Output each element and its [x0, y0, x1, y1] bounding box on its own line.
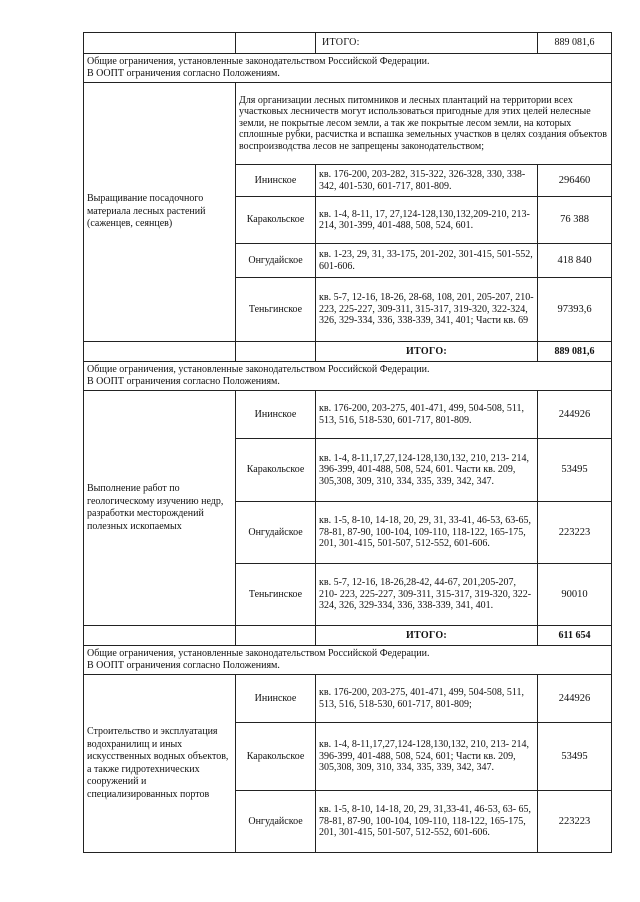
quarters-list: кв. 1-5, 8-10, 14-18, 20, 29, 31, 33-41, 46-53, 63-65, 78-81, 87-90, 100-104, 109-110, 118-122, 165-175, 201, 301-415, 501-507, 512-552, 601-606.	[316, 502, 538, 564]
quarters-list: кв. 1-23, 29, 31, 33-175, 201-202, 301-415, 501-552, 601-606.	[316, 244, 538, 278]
empty-cell	[84, 342, 236, 362]
forestry-name: Ининское	[236, 391, 316, 439]
forestry-name: Каракольское	[236, 197, 316, 244]
total-label: ИТОГО:	[316, 33, 538, 54]
total-row	[84, 626, 612, 646]
area-value: 296460	[538, 165, 612, 197]
general-restriction-text: Общие ограничения, установленные законодательством Российской Федерации.	[87, 364, 430, 375]
total-value: 889 081,6	[538, 342, 612, 362]
area-value: 53495	[538, 723, 612, 791]
quarters-list: кв. 5-7, 12-16, 18-26, 28-68, 108, 201, 205-207, 210-223, 225-227, 309-311, 315-317, 319-320, 322-324, 326, 329-334, 336, 338-339, 341, 401; Части кв. 69	[316, 278, 538, 342]
area-value: 418 840	[538, 244, 612, 278]
oopt-restriction-text: В ООПТ ограничения согласно Положениям.	[87, 660, 280, 671]
forestry-name: Ининское	[236, 675, 316, 723]
general-restriction-text: Общие ограничения, установленные законодательством Российской Федерации.	[87, 648, 430, 659]
general-restrictions-cell	[84, 646, 612, 675]
general-restrictions-cell	[84, 362, 612, 391]
total-label: ИТОГО:	[316, 626, 538, 646]
forestry-name: Ининское	[236, 165, 316, 197]
general-restrictions-row	[84, 646, 612, 675]
quarters-list: кв. 176-200, 203-275, 401-471, 499, 504-508, 511, 513, 516, 518-530, 601-717, 801-809;	[316, 675, 538, 723]
empty-cell	[84, 33, 236, 54]
general-restrictions-row	[84, 54, 612, 83]
forestry-name: Теньгинское	[236, 278, 316, 342]
total-value: 889 081,6	[538, 33, 612, 54]
area-value: 97393,6	[538, 278, 612, 342]
quarters-list: кв. 1-5, 8-10, 14-18, 20, 29, 31,33-41, 46-53, 63- 65, 78-81, 87-90, 100-104, 109-110, 118-122, 165-175, 201, 301-415, 501-507, 512-552, 601-606.	[316, 791, 538, 853]
quarters-list: кв. 1-4, 8-11,17,27,124-128,130,132, 210, 213- 214, 396-399, 401-488, 508, 524, 601. Части кв. 209, 305,308, 309, 310, 334, 335, 339, 342, 347.	[316, 439, 538, 502]
quarters-list: кв. 1-4, 8-11, 17, 27,124-128,130,132,209-210, 213-214, 301-399, 401-488, 508, 524, 601.	[316, 197, 538, 244]
forestry-name: Каракольское	[236, 439, 316, 502]
quarters-list: кв. 176-200, 203-282, 315-322, 326-328, 330, 338-342, 401-530, 601-717, 801-809.	[316, 165, 538, 197]
general-restrictions-row	[84, 362, 612, 391]
forestry-name: Онгудайское	[236, 791, 316, 853]
quarters-list: кв. 176-200, 203-275, 401-471, 499, 504-508, 511, 513, 516, 518-530, 601-717, 801-809.	[316, 391, 538, 439]
activity-cell: Выращивание посадочного материала лесных растений (саженцев, сеянцев)	[84, 83, 236, 342]
total-value: 611 654	[538, 626, 612, 646]
quarters-list: кв. 1-4, 8-11,17,27,124-128,130,132, 210, 213- 214, 396-399, 401-488, 508, 524, 601; Части кв. 209, 305,308, 309, 310, 334, 335, 339, 342, 347.	[316, 723, 538, 791]
empty-cell	[236, 342, 316, 362]
area-value: 244926	[538, 675, 612, 723]
forestry-name: Каракольское	[236, 723, 316, 791]
forestry-name: Теньгинское	[236, 564, 316, 626]
area-value: 53495	[538, 439, 612, 502]
table-row	[84, 33, 612, 54]
oopt-restriction-text: В ООПТ ограничения согласно Положениям.	[87, 68, 280, 79]
quarters-list: кв. 5-7, 12-16, 18-26,28-42, 44-67, 201,205-207, 210- 223, 225-227, 309-311, 315-317, 319-320, 322-324, 326, 329-334, 336, 338-339, 341, 401.	[316, 564, 538, 626]
table-row	[84, 391, 612, 439]
activity-description: Для организации лесных питомников и лесных плантаций на территории всех участковых лесничеств могут использоваться пригодные для этих целей нелесные земли, не покрытые лесом земли, а так же покрытые лесом земли, на которых сплошные рубки, расчистка и вспашка земельных участков в целях создания объектов воспроизводства лесов не запрещены законодательством;	[236, 83, 612, 165]
empty-cell	[236, 626, 316, 646]
area-value: 90010	[538, 564, 612, 626]
total-label: ИТОГО:	[316, 342, 538, 362]
area-value: 223223	[538, 791, 612, 853]
empty-cell	[84, 626, 236, 646]
restrictions-table	[83, 32, 612, 853]
area-value: 76 388	[538, 197, 612, 244]
table-row	[84, 675, 612, 723]
area-value: 223223	[538, 502, 612, 564]
oopt-restriction-text: В ООПТ ограничения согласно Положениям.	[87, 376, 280, 387]
activity-cell: Строительство и эксплуатация водохранилищ и иных искусственных водных объектов, а также гидротехнических сооружений и специализированных портов	[84, 675, 236, 853]
area-value: 244926	[538, 391, 612, 439]
forestry-name: Онгудайское	[236, 244, 316, 278]
table-row	[84, 83, 612, 165]
empty-cell	[236, 33, 316, 54]
general-restrictions-cell	[84, 54, 612, 83]
activity-cell: Выполнение работ по геологическому изучению недр, разработки месторождений полезных ископаемых	[84, 391, 236, 626]
forestry-name: Онгудайское	[236, 502, 316, 564]
general-restriction-text: Общие ограничения, установленные законодательством Российской Федерации.	[87, 56, 430, 67]
total-row	[84, 342, 612, 362]
